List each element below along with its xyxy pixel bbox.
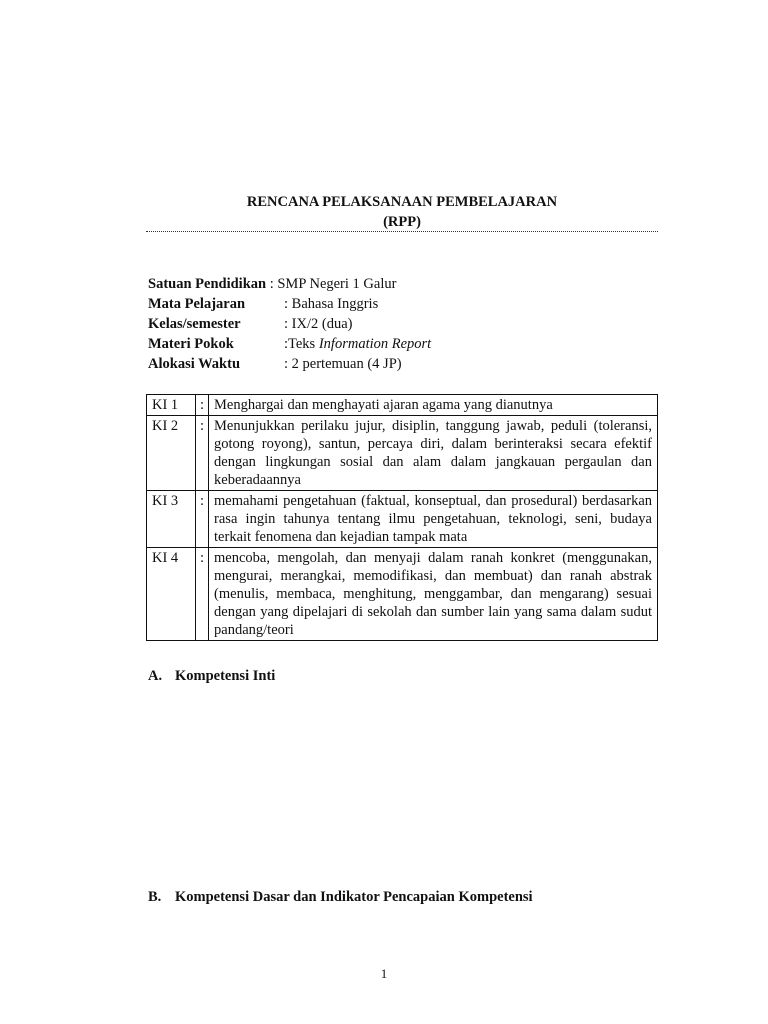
info-label: Satuan Pendidikan <box>148 276 267 292</box>
info-separator: : <box>266 276 278 292</box>
info-label: Kelas/semester <box>148 316 241 332</box>
info-label: Alokasi Waktu <box>148 356 241 372</box>
info-value <box>288 334 431 354</box>
ki-code: KI 1 <box>147 395 196 416</box>
info-label: Mata Pelajaran <box>148 296 246 312</box>
section-heading-b <box>148 887 533 907</box>
info-row-kelas <box>148 314 431 334</box>
ki-text: Menunjukkan perilaku jujur, disiplin, tanggung jawab, peduli (toleransi, gotong royong), santun, percaya diri, dalam berinteraksi secara efektif dengan lingkungan sosial dan alam dalam jangkauan pergaulan dan keberadaannya <box>209 416 658 491</box>
info-row-mapel <box>148 294 431 314</box>
info-value: IX/2 (dua) <box>291 316 353 332</box>
title-divider <box>146 231 658 232</box>
info-value-italic: Information Report <box>318 336 432 352</box>
ki-text: Menghargai dan menghayati ajaran agama yang dianutnya <box>209 395 658 416</box>
document-title <box>146 192 658 232</box>
info-separator: : <box>284 316 292 332</box>
ki-text: mencoba, mengolah, dan menyaji dalam ranah konkret (menggunakan, mengurai, merangkai, memodifikasi, dan membuat) dan ranah abstrak (menulis, membaca, menghitung, menggambar, dan mengarang) sesuai dengan yang dipelajari di sekolah dan sumber lain yang sama dalam sudut pandang/teori <box>209 548 658 641</box>
info-row-materi <box>148 334 431 354</box>
info-row-alokasi <box>148 354 431 374</box>
identity-block <box>148 274 431 374</box>
table-row <box>147 491 658 548</box>
kompetensi-inti-table <box>146 394 658 641</box>
table-row <box>147 416 658 491</box>
info-value: SMP Negeri 1 Galur <box>277 276 397 292</box>
ki-code: KI 4 <box>147 548 196 641</box>
ki-colon: : <box>196 491 209 548</box>
page-number: 1 <box>380 966 388 981</box>
info-label: Materi Pokok <box>148 336 234 352</box>
title-line-2: (RPP) <box>383 214 421 230</box>
ki-colon: : <box>196 416 209 491</box>
ki-colon: : <box>196 548 209 641</box>
info-value: Bahasa Inggris <box>291 296 379 312</box>
section-title: Kompetensi Dasar dan Indikator Pencapaian Kompetensi <box>175 889 533 905</box>
table-row <box>147 395 658 416</box>
ki-code: KI 3 <box>147 491 196 548</box>
info-separator: : <box>284 336 289 352</box>
title-line-1: RENCANA PELAKSANAAN PEMBELAJARAN <box>246 194 558 210</box>
section-letter: B. <box>148 889 162 905</box>
ki-colon: : <box>196 395 209 416</box>
info-separator: : <box>284 356 292 372</box>
ki-text: memahami pengetahuan (faktual, konseptual, dan prosedural) berdasarkan rasa ingin tahunya tentang ilmu pengetahuan, teknologi, seni, budaya terkait fenomena dan kejadian tampak mata <box>209 491 658 548</box>
info-value: 2 pertemuan (4 JP) <box>291 356 402 372</box>
table-row <box>147 548 658 641</box>
section-title: Kompetensi Inti <box>175 668 276 684</box>
info-value-prefix: Teks <box>288 336 319 352</box>
info-row-satuan <box>148 274 431 294</box>
section-heading-a <box>148 666 275 686</box>
section-letter: A. <box>148 668 163 684</box>
info-separator: : <box>284 296 292 312</box>
ki-code: KI 2 <box>147 416 196 491</box>
